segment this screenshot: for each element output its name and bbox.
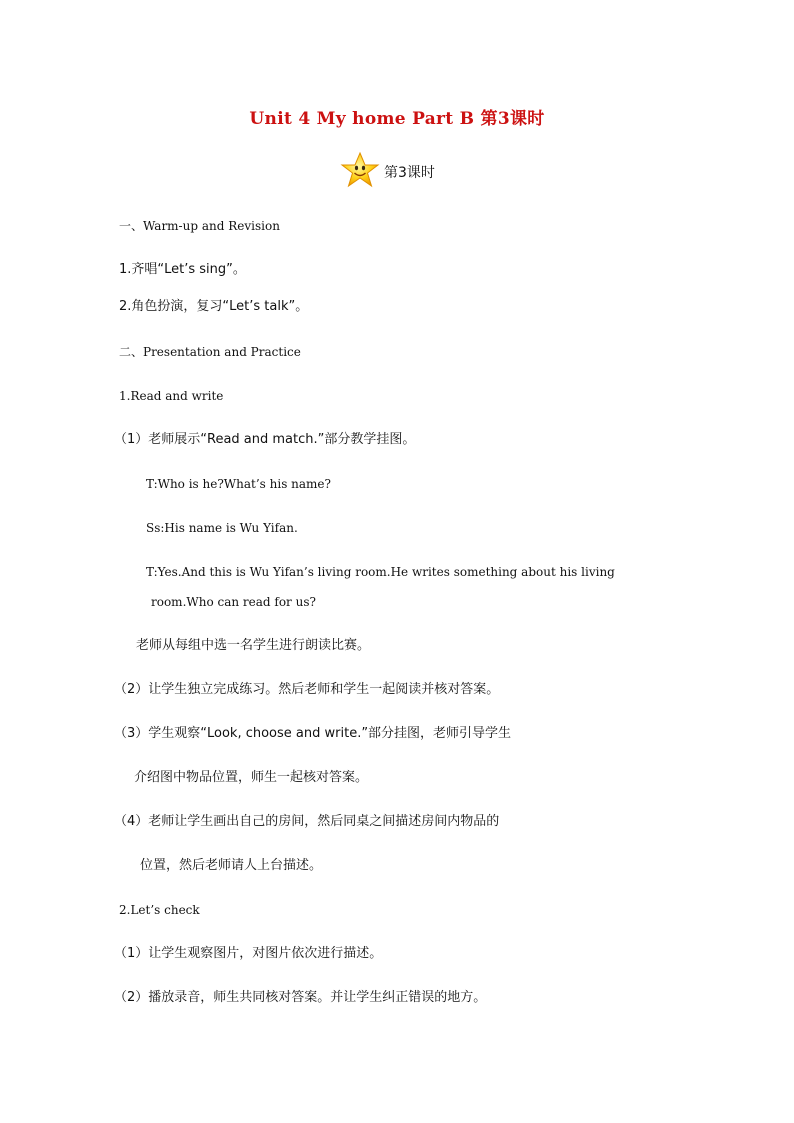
page-title: Unit 4 My home Part B 第3课时 <box>249 109 545 129</box>
lesson-subtitle <box>340 152 435 192</box>
smiling-star-icon <box>340 151 380 193</box>
subtitle-text: 第3课时 <box>384 165 435 181</box>
document-page: Unit 4 My home Part B 第3课时 第3课时 一、Warm-up and Revision 1.齐唱“Let’s sing”。 2.角色扮演，复习“Let’s talk”。 二、Presentation and Practice 1.Read and write （1）老师展示“Read and match.”部分教学挂图。 T:Who is he?What’s his name? Ss:His name is Wu Yifan. T:Yes.And this is Wu Yifan’s living room.He writes something about his living room.Who can read for us? 老师从每组中选一名学生进行朗读比赛。 （2）让学生独立完成练习。然后老师和学生一起阅读并核对答案。 （3）学生观察“Look, choose and write.”部分挂图，老师引导学生 介绍图中物品位置，师生一起核对答案。 （4）老师让学生画出自己的房间，然后同桌之间描述房间内物品的 位置，然后老师请人上台描述。 2.Let’s check （1）让学生观察图片，对图片依次进行描述。 （2）播放录音，师生共同核对答案。并让学生纠正错误的地方。 <box>0 0 794 1123</box>
